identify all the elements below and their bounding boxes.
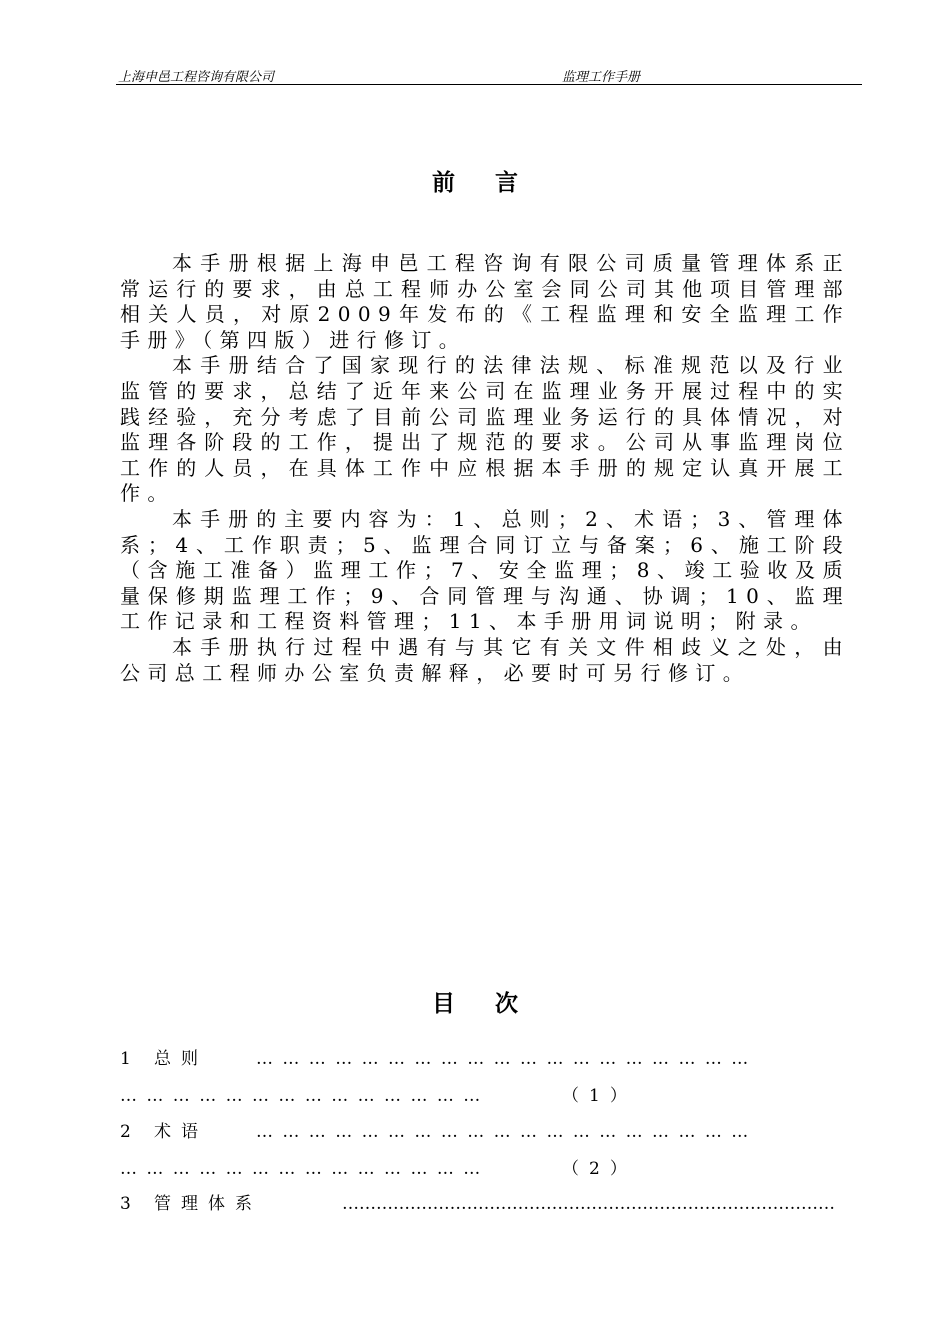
toc-page-number: （2） (562, 1159, 637, 1179)
toc-entry-number: 3 (120, 1194, 131, 1214)
preface-paragraph-4: 本手册执行过程中遇有与其它有关文件相歧义之处，由公司总工程师办公室负责解释，必要时可另行修订。 (120, 634, 850, 685)
header-manual-title: 监理工作手册 (562, 70, 641, 85)
toc-entry-1[interactable] (120, 1047, 860, 1071)
toc-entry-1-continued[interactable] (120, 1084, 860, 1108)
page-header (116, 64, 862, 85)
toc-entry-label: 管理体系 (154, 1194, 262, 1214)
preface-paragraph-2: 本手册结合了国家现行的法律法规、标准规范以及行业监管的要求，总结了近年来公司在监理业务开展过程中的实践经验，充分考虑了目前公司监理业务运行的具体情况，对监理各阶段的工作，提出了规范的要求。公司从事监理岗位工作的人员，在具体工作中应根据本手册的规定认真开展工作。 (120, 353, 850, 506)
header-company: 上海申邑工程咨询有限公司 (118, 70, 275, 85)
preface-paragraph-1: 本手册根据上海申邑工程咨询有限公司质量管理体系正常运行的要求，由总工程师办公室会同公司其他项目管理部相关人员，对原2009年发布的《工程监理和安全监理工作手册》（第四版）进行修订。 (120, 251, 850, 352)
toc-entry-label: 术语 (154, 1122, 208, 1142)
toc-entry-3[interactable] (120, 1192, 860, 1216)
toc-entry-number: 2 (120, 1122, 131, 1142)
toc-entry-2[interactable] (120, 1120, 860, 1144)
toc-leader-dots: … … … … … … … … … … … … … … … … … … … (256, 1049, 751, 1069)
toc-entry-label: 总则 (154, 1049, 208, 1069)
toc-entry-number: 1 (120, 1049, 131, 1069)
toc-title: 目次 (432, 990, 558, 1017)
toc-leader-dots: … … … … … … … … … … … … … … … … … … … (256, 1122, 751, 1142)
toc-page-number: （1） (562, 1086, 637, 1106)
toc-leader-dots: …………………………………………………………………………… (342, 1194, 835, 1214)
toc-leader-dots: … … … … … … … … … … … … … … (120, 1086, 483, 1106)
toc-entry-2-continued[interactable] (120, 1157, 860, 1181)
toc-leader-dots: … … … … … … … … … … … … … … (120, 1159, 483, 1179)
preface-body (120, 251, 850, 686)
preface-title: 前言 (432, 169, 558, 196)
preface-paragraph-3: 本手册的主要内容为：1、总则；2、术语；3、管理体系；4、工作职责；5、监理合同订立与备案；6、施工阶段（含施工准备）监理工作；7、安全监理；8、竣工验收及质量保修期监理工作；9、合同管理与沟通、协调；10、监理工作记录和工程资料管理；11、本手册用词说明；附录。 (120, 506, 850, 634)
